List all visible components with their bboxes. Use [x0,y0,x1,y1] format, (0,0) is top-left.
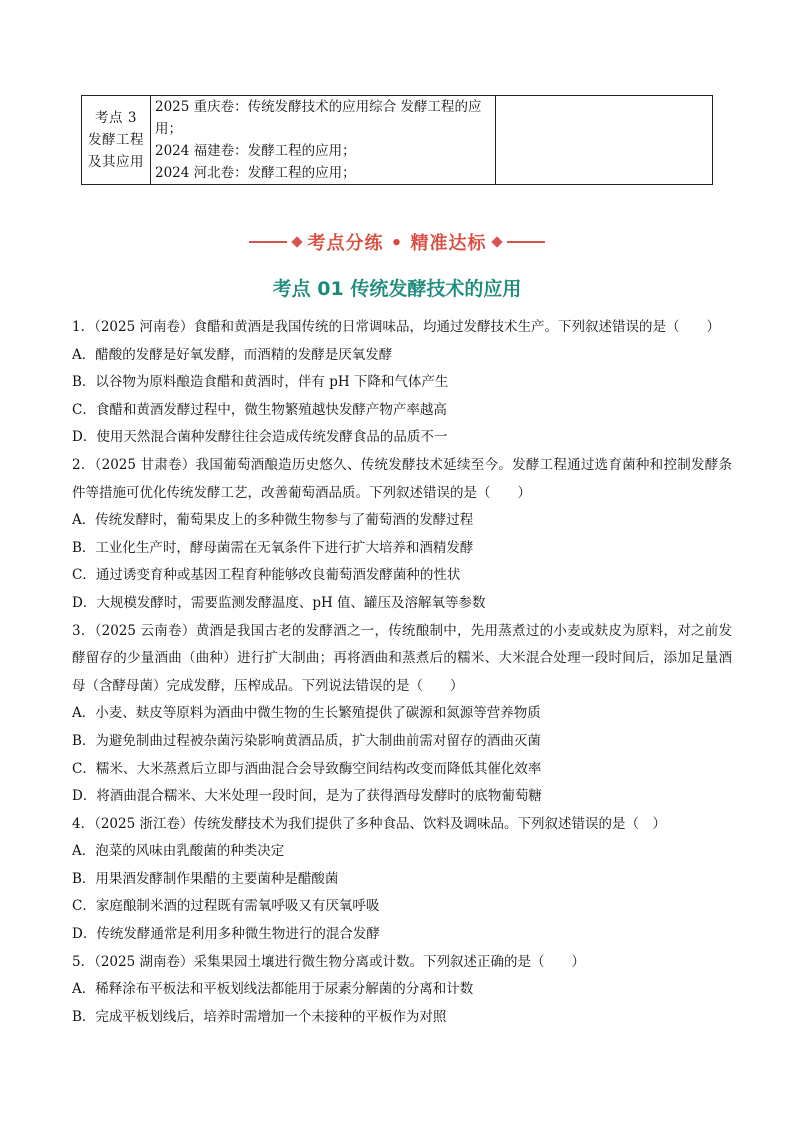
banner-line-left [249,241,287,243]
table-row [82,96,713,185]
question-option: B．完成平板划线后，培养时需增加一个未接种的平板作为对照 [72,1008,447,1025]
question-option: D．使用天然混合菌种发酵往往会造成传统发酵食品的品质不一 [72,429,448,446]
question-option: A．小麦、麸皮等原料为酒曲中微生物的生长繁殖提供了碳源和氮源等营养物质 [72,705,541,722]
question-option: C．食醋和黄酒发酵过程中，微生物繁殖越快发酵产物产率越高 [72,401,447,418]
diamond-icon [292,236,303,247]
question-option: D．将酒曲混合糯米、大米处理一段时间，是为了获得酒母发酵时的底物葡萄糖 [72,788,542,805]
question-stem: 5．（2025 湖南卷）采集果园土壤进行微生物分离或计数。下列叙述正确的是（ ） [72,953,585,970]
source-line: 2025 重庆卷：传统发酵技术的应用综合 发酵工程的应 [155,99,482,115]
exam-topic-table [81,95,713,185]
topic-line: 及其应用 [88,154,144,170]
section-title: 考点 01 传统发酵技术的应用 [272,278,522,300]
banner-line-right [507,241,545,243]
question-option: A．泡菜的风味由乳酸菌的种类决定 [72,843,285,860]
diamond-icon [491,236,502,247]
source-line: 用； [155,121,182,137]
question-option: B．用果酒发酵制作果醋的主要菌种是醋酸菌 [72,870,339,887]
source-line: 2024 福建卷：发酵工程的应用； [155,143,356,159]
question-stem: 4．（2025 浙江卷）传统发酵技术为我们提供了多种食品、饮料及调味品。下列叙述错误的是（ ） [72,815,666,832]
question-stem: 1．（2025 河南卷）食醋和黄酒是我国传统的日常调味品，均通过发酵技术生产。下列叙述错误的是（ ） [72,319,720,335]
question-stem: 3．（2025 云南卷）黄酒是我国古老的发酵酒之一，传统酿制中，先用蒸煮过的小麦或麸皮为原料，对之前发酵留存的少量酒曲（曲种）进行扩大制曲；再将酒曲和蒸煮后的糯米、大米混合处理一段时间后，添加足量酒母（含酵母菌）完成发酵，压榨成品。下列说法错误的是（ ） [72,622,732,694]
question-option: B．以谷物为原料酿造食醋和黄酒时，伴有 pH 下降和气体产生 [72,374,449,391]
empty-cell [496,96,713,185]
question-option: C．通过诱变育种或基因工程育种能够改良葡萄酒发酵菌种的性状 [72,567,461,584]
question-option: B．为避免制曲过程被杂菌污染影响黄酒品质，扩大制曲前需对留存的酒曲灭菌 [72,732,541,749]
question-option: C．家庭酿制米酒的过程既有需氧呼吸又有厌氧呼吸 [72,898,380,915]
question-option: D．大规模发酵时，需要监测发酵温度、pH 值、罐压及溶解氧等参数 [72,594,486,611]
topic-line: 发酵工程 [88,132,144,148]
topic-line: 考点 3 [95,110,137,126]
source-line: 2024 河北卷：发酵工程的应用； [155,165,356,181]
topic-cell [82,96,151,185]
question-option: B．工业化生产时，酵母菌需在无氧条件下进行扩大培养和酒精发酵 [72,539,474,556]
banner-title: 考点分练 • 精准达标 [307,233,487,254]
question-option: C．糯米、大米蒸煮后立即与酒曲混合会导致酶空间结构改变而降低其催化效率 [72,760,542,777]
question-list [72,314,732,1031]
question-option: A．醋酸的发酵是好氧发酵，而酒精的发酵是厌氧发酵 [72,346,393,363]
exam-source-cell [151,96,496,185]
question-option: A．稀释涂布平板法和平板划线法都能用于尿素分解菌的分离和计数 [72,981,474,998]
question-stem: 2．（2025 甘肃卷）我国葡萄酒酿造历史悠久、传统发酵技术延续至今。发酵工程通过选育菌种和控制发酵条件等措施可优化传统发酵工艺，改善葡萄酒品质。下列叙述错误的是（ ） [72,456,732,501]
question-option: A．传统发酵时，葡萄果皮上的多种微生物参与了葡萄酒的发酵过程 [72,512,474,529]
section-banner [0,228,794,256]
question-option: D．传统发酵通常是利用多种微生物进行的混合发酵 [72,926,380,943]
